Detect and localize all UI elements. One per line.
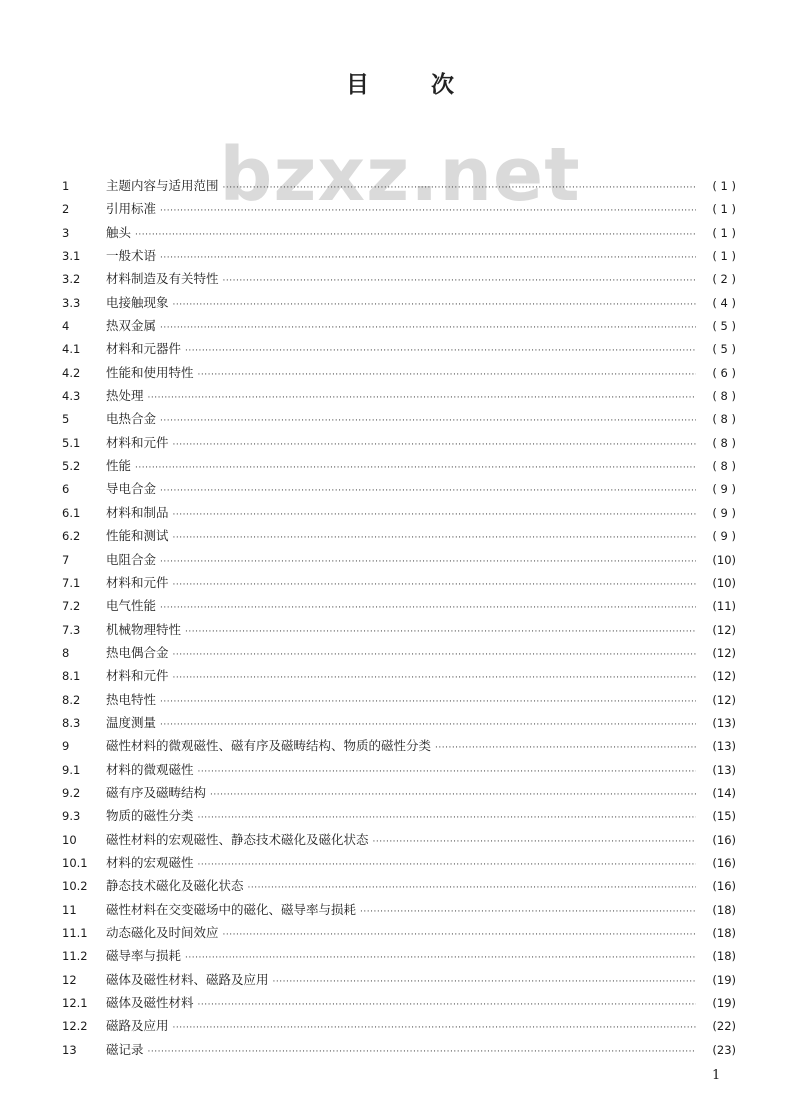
toc-entry-title: 磁性材料的宏观磁性、静态技术磁化及磁化状态 (106, 831, 369, 847)
dot-leader (273, 977, 696, 987)
toc-entry-title: 电气性能 (106, 598, 157, 614)
toc-entry-title: 热双金属 (106, 318, 157, 334)
page-title: 目次 (346, 72, 516, 98)
toc-entry-page: (13) (712, 762, 736, 777)
toc-entry[interactable] (62, 526, 736, 549)
toc-entry-page: (16) (712, 855, 736, 870)
toc-entry-title: 热处理 (106, 388, 144, 404)
toc-entry-title: 性能 (106, 458, 132, 474)
toc-entry[interactable] (62, 223, 736, 246)
dot-leader (160, 206, 696, 216)
toc-entry-page: ( 8 ) (712, 412, 736, 427)
toc-entry-page: ( 5 ) (712, 319, 736, 334)
dot-leader (135, 463, 696, 473)
toc-entry-page: (16) (712, 879, 736, 894)
dot-leader (173, 1023, 696, 1033)
dot-leader (160, 603, 696, 613)
dot-leader (223, 930, 696, 940)
dot-leader (173, 650, 696, 660)
dot-leader (198, 860, 696, 870)
toc-entry-number: 9.2 (62, 785, 81, 800)
table-of-contents (62, 176, 736, 1063)
toc-entry[interactable] (62, 1040, 736, 1063)
toc-entry-number: 3.3 (62, 295, 81, 310)
toc-entry[interactable] (62, 946, 736, 969)
toc-entry-number: 12.1 (62, 996, 88, 1011)
toc-entry[interactable] (62, 806, 736, 829)
toc-entry-page: (15) (712, 809, 736, 824)
toc-entry-title: 温度测量 (106, 714, 157, 730)
toc-entry-title: 材料的微观磁性 (106, 761, 194, 777)
dot-leader (360, 907, 696, 917)
toc-entry-title: 静态技术磁化及磁化状态 (106, 878, 244, 894)
toc-entry-title: 磁体及磁性材料 (106, 995, 194, 1011)
toc-entry-number: 10.2 (62, 879, 88, 894)
dot-leader (185, 953, 696, 963)
dot-leader (185, 346, 696, 356)
toc-entry-page: (18) (712, 949, 736, 964)
dot-leader (198, 813, 696, 823)
toc-entry[interactable] (62, 1016, 736, 1039)
toc-entry-page: (18) (712, 926, 736, 940)
dot-leader (198, 370, 696, 380)
toc-entry-title: 磁有序及磁畴结构 (106, 784, 207, 800)
dot-leader (198, 1000, 696, 1010)
toc-entry[interactable] (62, 433, 736, 456)
dot-leader (198, 767, 696, 777)
toc-entry[interactable] (62, 339, 736, 362)
toc-entry-page: ( 1 ) (712, 202, 736, 217)
toc-entry-page: (16) (712, 832, 736, 847)
toc-entry-number: 6 (62, 482, 70, 497)
toc-entry-page: (19) (712, 972, 736, 987)
toc-entry-title: 机械物理特性 (106, 621, 182, 637)
toc-entry[interactable] (62, 386, 736, 409)
toc-entry-number: 1 (62, 179, 70, 193)
toc-entry-title: 电接触现象 (106, 294, 169, 310)
dot-leader (148, 393, 696, 403)
toc-entry-number: 8.3 (62, 715, 81, 730)
toc-entry-page: (10) (712, 575, 736, 590)
toc-entry-title: 材料和元器件 (106, 341, 182, 357)
toc-entry-title: 材料和元件 (106, 434, 169, 450)
toc-entry-title: 电阻合金 (106, 551, 157, 567)
toc-entry[interactable] (62, 760, 736, 783)
toc-entry-title: 热电偶合金 (106, 644, 169, 660)
toc-entry-number: 13 (62, 1042, 77, 1057)
toc-entry[interactable] (62, 643, 736, 666)
toc-entry-title: 材料和制品 (106, 504, 169, 520)
dot-leader (173, 533, 696, 543)
dot-leader (173, 580, 696, 590)
toc-entry-title: 一般术语 (106, 248, 157, 264)
toc-entry[interactable] (62, 900, 736, 923)
dot-leader (173, 510, 696, 520)
toc-entry[interactable] (62, 690, 736, 713)
dot-leader (148, 1047, 696, 1057)
toc-entry-page: (13) (712, 739, 736, 754)
toc-entry-number: 9.3 (62, 809, 81, 824)
toc-entry-page: ( 6 ) (712, 365, 736, 380)
toc-entry-number: 4.1 (62, 342, 81, 357)
toc-entry[interactable] (62, 550, 736, 573)
toc-entry[interactable] (62, 713, 736, 736)
toc-entry-title: 材料制造及有关特性 (106, 271, 219, 287)
toc-entry-number: 6.1 (62, 505, 81, 520)
toc-entry-number: 5 (62, 412, 70, 427)
toc-entry[interactable] (62, 363, 736, 386)
toc-entry-title: 电热合金 (106, 411, 157, 427)
toc-entry-number: 2 (62, 202, 70, 217)
toc-entry-title: 物质的磁性分类 (106, 808, 194, 824)
toc-entry-number: 6.2 (62, 529, 81, 544)
toc-entry-number: 8.2 (62, 692, 81, 707)
toc-entry-number: 4.2 (62, 365, 81, 380)
toc-entry-page: (12) (712, 692, 736, 707)
toc-entry-page: (12) (712, 622, 736, 637)
toc-entry[interactable] (62, 783, 736, 806)
toc-entry-number: 7.1 (62, 575, 81, 590)
toc-entry-number: 9 (62, 739, 70, 754)
dot-leader (173, 440, 696, 450)
dot-leader (160, 416, 696, 426)
toc-entry[interactable] (62, 853, 736, 876)
toc-entry[interactable] (62, 199, 736, 222)
dot-leader (173, 673, 696, 683)
toc-entry-page: (18) (712, 902, 736, 917)
toc-entry-title: 磁体及磁性材料、磁路及应用 (106, 971, 269, 987)
toc-entry-page: (12) (712, 645, 736, 660)
toc-entry-number: 8.1 (62, 669, 81, 684)
toc-entry-title: 动态磁化及时间效应 (106, 925, 219, 940)
toc-entry[interactable] (62, 876, 736, 899)
toc-entry-number: 11.2 (62, 949, 88, 964)
toc-entry-number: 7.3 (62, 622, 81, 637)
toc-entry-number: 5.1 (62, 435, 81, 450)
toc-entry[interactable] (62, 666, 736, 689)
toc-entry[interactable] (62, 573, 736, 596)
toc-entry-title: 材料和元件 (106, 574, 169, 590)
toc-entry[interactable] (62, 620, 736, 643)
toc-entry[interactable] (62, 246, 736, 269)
toc-entry-title: 引用标准 (106, 201, 157, 217)
toc-entry[interactable] (62, 269, 736, 292)
toc-entry-title: 性能和测试 (106, 528, 169, 544)
dot-leader (173, 300, 696, 310)
toc-entry-title: 触头 (106, 224, 132, 240)
toc-entry-number: 3 (62, 225, 70, 240)
toc-entry-title: 磁性材料的微观磁性、磁有序及磁畴结构、物质的磁性分类 (106, 738, 432, 754)
dot-leader (248, 883, 696, 893)
toc-entry-page: ( 9 ) (712, 529, 736, 544)
toc-entry[interactable] (62, 316, 736, 339)
toc-entry-page: ( 1 ) (712, 225, 736, 240)
toc-entry-number: 4 (62, 319, 70, 334)
toc-entry-page: ( 1 ) (712, 179, 736, 193)
toc-entry[interactable] (62, 830, 736, 853)
toc-entry-page: ( 5 ) (712, 342, 736, 357)
toc-entry-number: 10 (62, 832, 77, 847)
dot-leader (160, 720, 696, 730)
dot-leader (185, 627, 696, 637)
toc-entry-title: 主题内容与适用范围 (106, 178, 219, 193)
toc-entry-number: 7.2 (62, 599, 81, 614)
toc-entry-title: 磁性材料在交变磁场中的磁化、磁导率与损耗 (106, 901, 357, 917)
toc-entry[interactable] (62, 456, 736, 479)
toc-entry-page: ( 4 ) (712, 295, 736, 310)
watermark: bzxz.net (219, 132, 581, 218)
dot-leader (160, 557, 696, 567)
toc-entry[interactable] (62, 479, 736, 502)
toc-entry-number: 12.2 (62, 1019, 88, 1034)
page-number: 1 (712, 1068, 721, 1083)
toc-entry[interactable] (62, 503, 736, 526)
toc-entry-title: 材料的宏观磁性 (106, 854, 194, 870)
toc-entry[interactable] (62, 176, 736, 199)
toc-entry-number: 7 (62, 552, 70, 567)
toc-entry-title: 热电特性 (106, 691, 157, 707)
toc-entry-number: 11 (62, 902, 77, 917)
dot-leader (160, 697, 696, 707)
dot-leader (223, 183, 696, 193)
toc-entry-title: 材料和元件 (106, 668, 169, 684)
toc-entry-page: ( 2 ) (712, 272, 736, 287)
toc-entry-title: 性能和使用特性 (106, 364, 194, 380)
toc-entry-number: 11.1 (62, 926, 88, 940)
toc-entry-page: (13) (712, 715, 736, 730)
toc-entry-page: (23) (712, 1042, 736, 1057)
toc-entry[interactable] (62, 409, 736, 432)
toc-entry-page: ( 8 ) (712, 389, 736, 404)
toc-entry[interactable] (62, 970, 736, 993)
dot-leader (135, 230, 696, 240)
toc-entry-number: 3.2 (62, 272, 81, 287)
toc-entry-page: ( 1 ) (712, 249, 736, 264)
dot-leader (223, 276, 696, 286)
toc-entry-page: (12) (712, 669, 736, 684)
toc-entry-page: (10) (712, 552, 736, 567)
toc-entry[interactable] (62, 993, 736, 1016)
toc-entry-number: 9.1 (62, 762, 81, 777)
toc-entry-number: 4.3 (62, 389, 81, 404)
toc-entry[interactable] (62, 293, 736, 316)
toc-entry-page: (22) (712, 1019, 736, 1034)
dot-leader (435, 743, 696, 753)
toc-entry-number: 5.2 (62, 459, 81, 474)
toc-entry-number: 12 (62, 972, 77, 987)
toc-entry-title: 磁记录 (106, 1041, 144, 1057)
toc-entry-page: ( 8 ) (712, 459, 736, 474)
toc-entry-title: 磁导率与损耗 (106, 948, 182, 964)
dot-leader (210, 790, 696, 800)
toc-entry-number: 10.1 (62, 855, 88, 870)
toc-entry-page: ( 9 ) (712, 505, 736, 520)
dot-leader (160, 323, 696, 333)
toc-entry[interactable] (62, 596, 736, 619)
toc-entry[interactable] (62, 736, 736, 759)
dot-leader (160, 486, 696, 496)
toc-entry-title: 导电合金 (106, 481, 157, 497)
toc-entry[interactable] (62, 923, 736, 946)
toc-entry-page: (14) (712, 785, 736, 800)
toc-entry-number: 3.1 (62, 249, 81, 264)
toc-entry-page: ( 9 ) (712, 482, 736, 497)
toc-entry-number: 8 (62, 645, 70, 660)
toc-entry-page: (19) (712, 996, 736, 1011)
dot-leader (160, 253, 696, 263)
toc-entry-page: ( 8 ) (712, 435, 736, 450)
dot-leader (373, 837, 696, 847)
toc-entry-page: (11) (712, 599, 736, 614)
toc-entry-title: 磁路及应用 (106, 1018, 169, 1034)
